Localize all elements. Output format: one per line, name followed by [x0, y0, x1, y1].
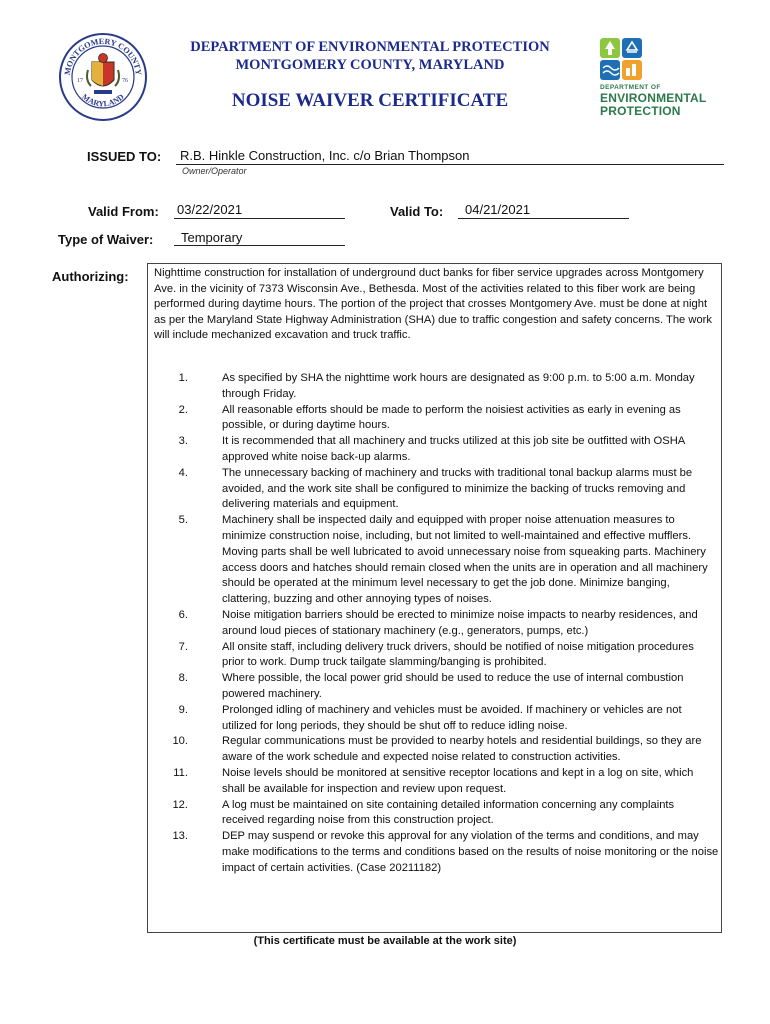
waiver-type-value: Temporary	[181, 230, 243, 245]
condition-number: 9.	[178, 703, 188, 716]
certificate-title: NOISE WAIVER CERTIFICATE	[231, 90, 509, 111]
condition-item	[154, 734, 719, 766]
condition-number: 8.	[178, 672, 188, 685]
valid-to-field	[458, 202, 629, 219]
condition-number: 13.	[172, 830, 188, 843]
dep-logo-small: DEPARTMENT OF	[600, 84, 661, 91]
waiver-type-label: Type of Waiver:	[58, 232, 154, 247]
valid-from-value: 03/22/2021	[177, 202, 243, 217]
condition-text: Noise mitigation barriers should be erected to minimize noise impacts to nearby residences, and around loud pieces of stationary machinery (e.g., generators, pumps, etc.)	[222, 608, 698, 637]
condition-item	[154, 766, 719, 798]
seal-year-right: 76	[122, 78, 128, 84]
condition-text: The unnecessary backing of machinery and trucks with traditional tonal backup alarms must be avoided, and the work site shall be configured to minimize the backing of trucks removing and delivering materials and equipment.	[222, 466, 693, 511]
seal-bottom-text: MARYLAND	[80, 92, 126, 109]
condition-item	[154, 798, 719, 830]
dep-logo-line-2: PROTECTION	[600, 104, 681, 118]
condition-number: 3.	[178, 435, 188, 448]
condition-number: 11.	[173, 766, 188, 779]
condition-item	[154, 371, 719, 403]
condition-text: A log must be maintained on site containing detailed information concerning any complaints received regarding noise from this construction project.	[222, 798, 675, 827]
condition-item	[154, 466, 719, 513]
condition-item	[154, 513, 719, 608]
condition-number: 2.	[178, 403, 188, 416]
issued-to-field	[176, 147, 724, 165]
condition-item	[154, 703, 719, 735]
condition-number: 1.	[178, 372, 188, 384]
condition-item	[154, 434, 719, 466]
condition-number: 10.	[172, 735, 188, 748]
dep-logo-line-1: ENVIRONMENTAL	[600, 91, 707, 105]
dep-logo-icon	[600, 38, 644, 82]
condition-number: 6.	[178, 608, 188, 621]
waiver-type-field	[174, 229, 345, 246]
header-line-1: DEPARTMENT OF ENVIRONMENTAL PROTECTION	[190, 39, 550, 55]
issued-to-label: ISSUED TO:	[87, 149, 162, 164]
condition-text: All onsite staff, including delivery truck drivers, should be notified of noise mitigation procedures prior to work. Dump truck tailgate slamming/banging is prohibited.	[222, 640, 694, 669]
condition-text: Prolonged idling of machinery and vehicles must be avoided. If machinery or vehicles are not utilized for long periods, they should be shut off to reduce idling noise.	[222, 703, 682, 732]
issued-to-value: R.B. Hinkle Construction, Inc. c/o Brian Thompson	[180, 148, 470, 163]
condition-text: As specified by SHA the nighttime work hours are designated as 9:00 p.m. to 5:00 a.m. Monday through Friday.	[222, 372, 695, 400]
condition-text: All reasonable efforts should be made to perform the noisiest activities as early in evening as possible, or during daytime hours.	[222, 403, 681, 432]
seal-top-text: MONTGOMERY COUNTY	[62, 36, 144, 76]
seal-year-left: 17	[77, 78, 83, 84]
condition-number: 4.	[178, 466, 188, 479]
valid-to-value: 04/21/2021	[465, 202, 531, 217]
valid-from-label: Valid From:	[88, 204, 159, 219]
condition-item	[154, 829, 719, 876]
footer-note: (This certificate must be available at the work site)	[253, 935, 517, 947]
condition-item	[154, 608, 719, 640]
condition-item	[154, 403, 719, 435]
condition-text: Noise levels should be monitored at sensitive receptor locations and kept in a log on site, which shall be available for inspection and review upon request.	[222, 766, 694, 795]
condition-number: 5.	[178, 514, 188, 527]
owner-operator-label: Owner/Operator	[182, 166, 247, 176]
condition-item	[154, 640, 719, 672]
condition-text: Regular communications must be provided to nearby hotels and residential buildings, so they are aware of the work schedule and expected noise related to construction activities.	[222, 735, 702, 764]
condition-number: 7.	[178, 640, 188, 653]
authorizing-intro: Nighttime construction for installation of underground duct banks for fiber service upgrades across Montgomery Ave. in the vicinity of 7373 Wisconsin Ave., Bethesda. Most of the activities related to this fiber work are being performed during daytime hours. The portion of the project that crosses Montgomery Ave. must be done at night as per the Maryland State Highway Administration (SHA) due to traffic congestion and safety concerns. The work will include mechanized excavation and truck traffic.	[154, 267, 712, 341]
condition-text: DEP may suspend or revoke this approval for any violation of the terms and conditions, and may make modifications to the terms and conditions based on the results of noise monitoring or the noise impact of certain activities. (Case 20211182)	[222, 830, 719, 874]
header-line-2: MONTGOMERY COUNTY, MARYLAND	[235, 57, 505, 73]
department-header	[160, 38, 580, 74]
condition-text: It is recommended that all machinery and trucks utilized at this job site be outfitted with OSHA approved white noise back-up alarms.	[222, 435, 685, 463]
valid-to-label: Valid To:	[390, 204, 444, 219]
dep-logo-text	[600, 84, 706, 118]
valid-from-field	[174, 202, 345, 219]
condition-item	[154, 671, 719, 703]
county-seal	[58, 32, 148, 122]
condition-number: 12.	[172, 798, 188, 811]
condition-text: Where possible, the local power grid should be used to reduce the use of internal combustion powered machinery.	[222, 672, 684, 700]
authorizing-label: Authorizing:	[52, 269, 129, 284]
conditions-list	[154, 371, 719, 877]
dep-logo	[600, 38, 720, 124]
condition-text: Machinery shall be inspected daily and equipped with proper noise attenuation measures to minimize construction noise, including, but not limited to well-maintained and effective mufflers. Moving parts shall be well lubricated to avoid unnecessary noise from squeaking parts. Machinery access doors and hatches should remain closed when the units are in operation and all machinery should be operated at the minimum level necessary to get the job done. Minimize banging, clattering, buzzing and other annoying types of noises.	[222, 514, 708, 606]
